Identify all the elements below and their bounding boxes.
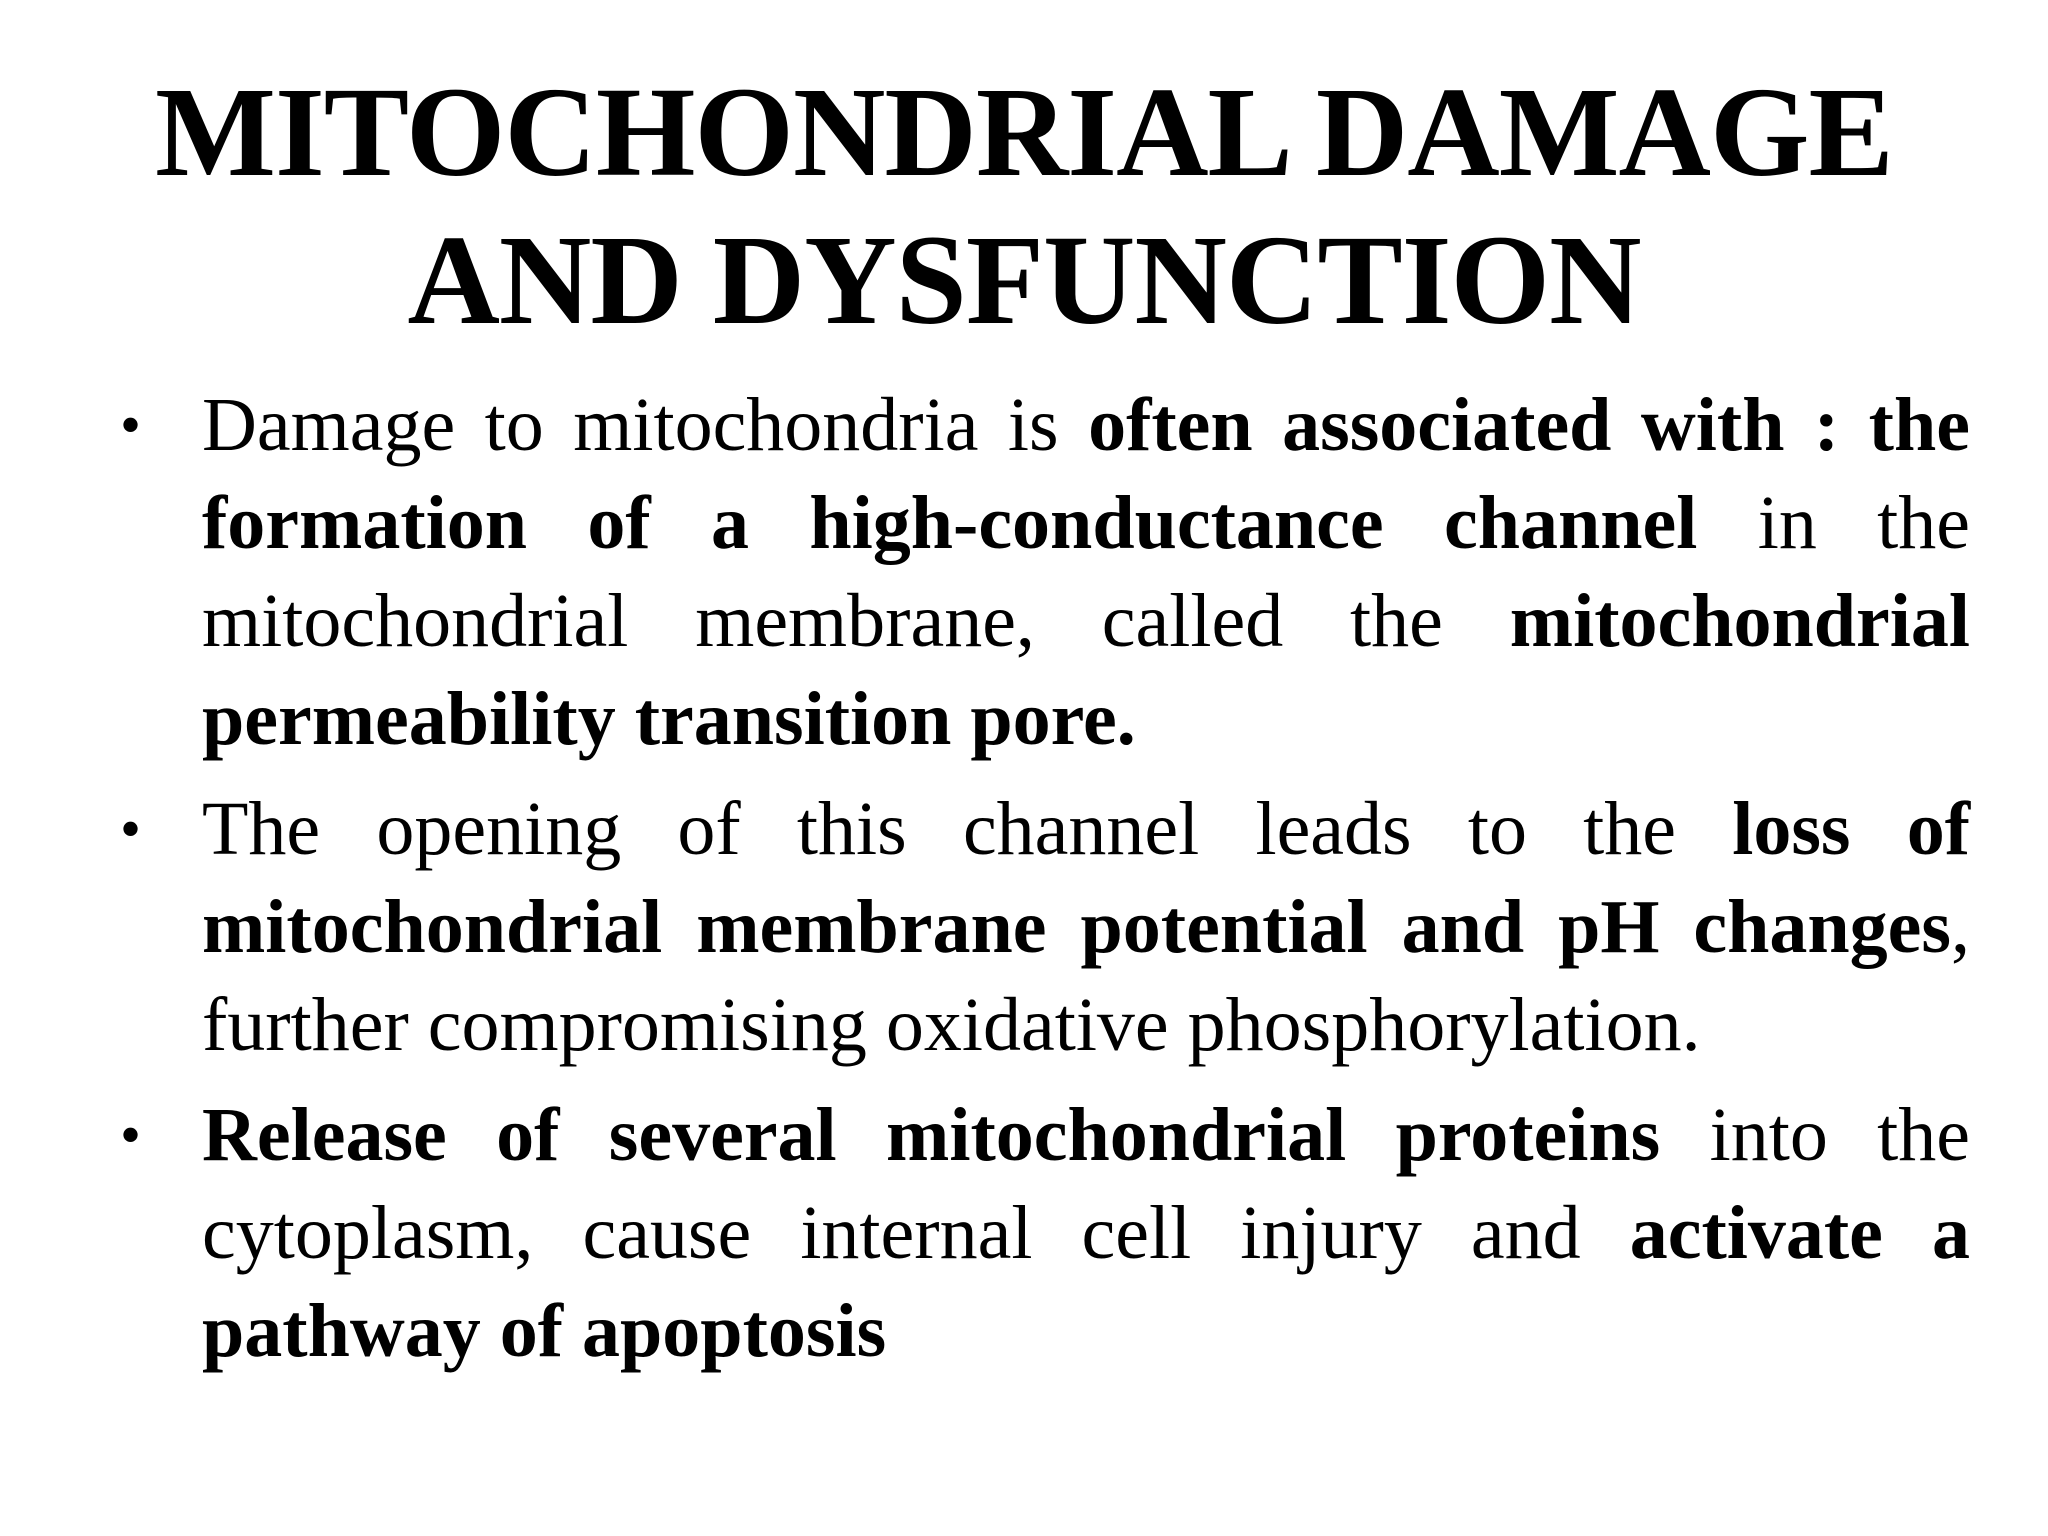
bullet-item-3 (120, 1086, 1970, 1380)
bullet-text-segment: Damage to mitochondria is (202, 383, 1089, 467)
title-line-1: MITOCHONDRIAL DAMAGE (155, 61, 1893, 203)
bullet-text-segment: , further compromising oxidative phosphorylation. (202, 885, 1970, 1067)
bullet-icon: • (120, 392, 142, 458)
bullet-text-segment: in the mitochondrial membrane, called the (202, 481, 1970, 663)
bullet-text-segment-bold: Release of several mitochondrial proteins (202, 1093, 1661, 1177)
bullet-text-segment: into the cytoplasm, cause internal cell injury and (202, 1093, 1971, 1275)
bullet-item-1 (120, 376, 1970, 768)
slide-title (0, 58, 2048, 354)
bullet-text-segment-bold: mitochondrial permeability transition pore. (202, 579, 1970, 761)
bullet-list (120, 376, 1970, 1380)
bullet-text-segment-bold: often associated with : the formation of a high-conductance channel (202, 383, 1970, 565)
bullet-icon: • (120, 796, 142, 862)
bullet-icon: • (120, 1102, 142, 1168)
bullet-text-segment-bold: activate a pathway of apoptosis (202, 1191, 1970, 1373)
bullet-text-segment-bold: loss of mitochondrial membrane potential and pH changes (202, 787, 1971, 969)
bullet-item-2 (120, 780, 1970, 1074)
bullet-text-segment: The opening of this channel leads to the (202, 787, 1733, 871)
title-line-2: AND DYSFUNCTION (407, 209, 1641, 351)
